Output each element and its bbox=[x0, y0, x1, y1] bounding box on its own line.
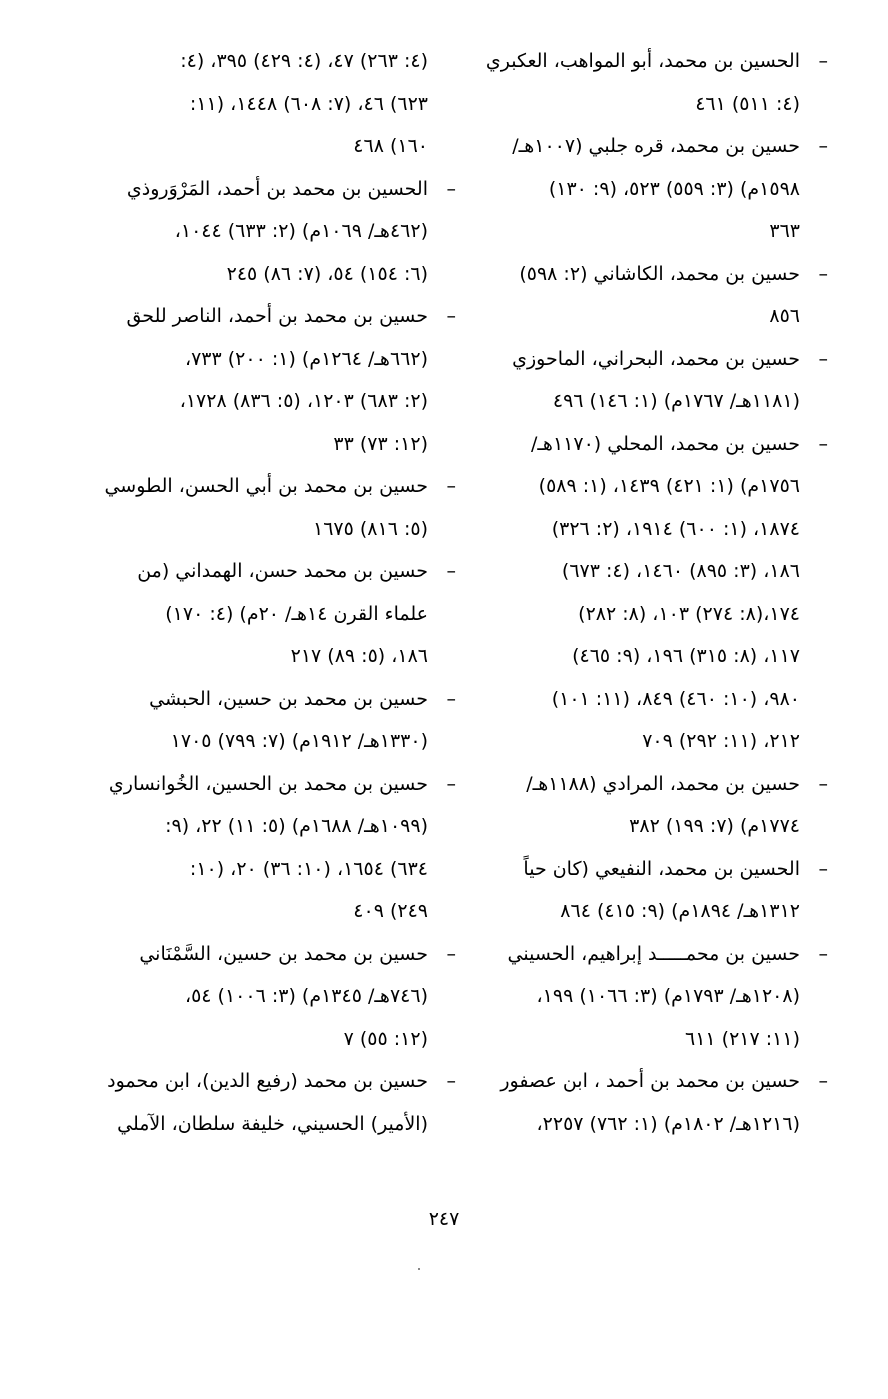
entry-dash: – bbox=[818, 942, 828, 965]
entry-reference-line: ١٧٤،(٨: ٢٧٤) ١٠٣، (٨: ٢٨٢) bbox=[578, 602, 800, 625]
entry-heading-line: الحسين بن محمد بن أحمد، المَرْوَروذي bbox=[126, 177, 428, 200]
entry-dash: – bbox=[446, 475, 456, 497]
index-entry bbox=[80, 678, 456, 763]
index-entry bbox=[455, 40, 828, 125]
entry-reference-line: (١٠٩٩هـ/ ١٦٨٨م) (٥: ١١) ٢٢، (٩: bbox=[165, 815, 428, 837]
entry-reference-line: (٤: ٥١١) ٤٦١ bbox=[695, 92, 800, 115]
entry-reference-line: ١٧٧٤م) (٧: ١٩٩) ٣٨٢ bbox=[629, 815, 800, 837]
index-column-right bbox=[455, 40, 828, 1145]
index-entry bbox=[455, 423, 828, 763]
index-column-left bbox=[80, 40, 456, 1145]
entry-heading-line: حسين بن محمد بن الحسين، الخُوانساري bbox=[108, 772, 428, 795]
entry-heading-line: حسين بن محمد بن أحمد، الناصر للحق bbox=[126, 305, 428, 327]
entry-reference-line: (الأمير) الحسيني، خليفة سلطان، الآملي bbox=[117, 1112, 428, 1135]
entry-heading-line: حسين بن محمد، المحلي (١١٧٠هـ/ bbox=[530, 432, 800, 455]
entry-reference-line: ١٨٦، (٥: ٨٩) ٢١٧ bbox=[290, 645, 428, 667]
entry-reference-line: ١٣١٢هـ/ ١٨٩٤م) (٩: ٤١٥) ٨٦٤ bbox=[560, 900, 800, 922]
entry-dash: – bbox=[818, 772, 828, 795]
entry-reference-line: (٢: ٦٨٣) ١٢٠٣، (٥: ٨٣٦) ١٧٢٨، bbox=[179, 390, 428, 412]
index-entry bbox=[80, 168, 456, 296]
entry-reference-line: ١٥٩٨م) (٣: ٥٥٩) ٥٢٣، (٩: ١٣٠) bbox=[548, 177, 800, 200]
entry-heading-line: حسين بن محمـــــد إبراهيم، الحسيني bbox=[507, 942, 800, 965]
index-entry bbox=[80, 550, 456, 678]
index-entry bbox=[80, 465, 456, 550]
entry-dash: – bbox=[446, 687, 456, 710]
entry-reference-line: ٣٦٣ bbox=[769, 220, 800, 242]
entry-dash: – bbox=[818, 857, 828, 880]
entry-reference-line: (٦: ١٥٤) ٥٤، (٧: ٨٦) ٢٤٥ bbox=[226, 262, 428, 285]
entry-reference-line: ٨٥٦ bbox=[769, 305, 800, 327]
entry-heading-line: حسين بن محمد، المرادي (١١٨٨هـ/ bbox=[526, 772, 800, 795]
entry-reference-line: ٩٨٠، (١٠: ٤٦٠) ٨٤٩، (١١: ١٠١) bbox=[551, 687, 800, 710]
entry-heading-line: حسين بن محمد، البحراني، الماحوزي bbox=[512, 347, 800, 370]
entry-heading-line: (٤: ٢٦٣) ٤٧، (٤: ٤٢٩) ٣٩٥، (٤: bbox=[180, 50, 428, 72]
entry-dash: – bbox=[818, 1070, 828, 1092]
entry-heading-line: حسين بن محمد، الكاشاني (٢: ٥٩٨) bbox=[519, 262, 800, 285]
entry-dash: – bbox=[818, 432, 828, 455]
page-number: ٢٤٧ bbox=[428, 1208, 460, 1230]
entry-dash: – bbox=[446, 772, 456, 795]
index-entry bbox=[80, 763, 456, 933]
entry-reference-line: (١٢: ٧٣) ٣٣ bbox=[333, 432, 428, 455]
entry-reference-line: (٧٤٦هـ/ ١٣٤٥م) (٣: ١٠٠٦) ٥٤، bbox=[184, 985, 428, 1007]
entry-reference-line: (١١٨١هـ/ ١٧٦٧م) (١: ١٤٦) ٤٩٦ bbox=[552, 390, 800, 412]
entry-reference-line: ١٦٠) ٤٦٨ bbox=[353, 135, 428, 157]
entry-dash: – bbox=[446, 1070, 456, 1092]
index-entry bbox=[80, 295, 456, 465]
entry-dash: – bbox=[446, 305, 456, 327]
entry-reference-line: ١٨٧٤، (١: ٦٠٠) ١٩١٤، (٢: ٣٢٦) bbox=[551, 517, 800, 540]
entry-heading-line: حسين بن محمد، قره جلبي (١٠٠٧هـ/ bbox=[512, 135, 800, 157]
entry-heading-line: حسين بن محمد حسن، الهمداني (من bbox=[137, 560, 428, 582]
entry-heading-line: حسين بن محمد بن حسين، السَّمْنَاني bbox=[139, 942, 428, 965]
index-entry bbox=[80, 40, 428, 168]
entry-heading-line: الحسين بن محمد، أبو المواهب، العكبري bbox=[485, 50, 800, 72]
entry-heading-line: حسين بن محمد بن حسين، الحبشي bbox=[149, 687, 428, 710]
entry-reference-line: ٦٢٣) ٤٦، (٧: ٦٠٨) ١٤٤٨، (١١: bbox=[189, 92, 428, 115]
entry-reference-line: (١٢: ٥٥) ٧ bbox=[343, 1027, 428, 1050]
entry-reference-line: (١٢١٦هـ/ ١٨٠٢م) (١: ٧٦٢) ٢٢٥٧، bbox=[536, 1112, 800, 1135]
entry-reference-line: (١٣٣٠هـ/ ١٩١٢م) (٧: ٧٩٩) ١٧٠٥ bbox=[170, 730, 428, 752]
index-entry bbox=[455, 848, 828, 933]
entry-reference-line: ٢٤٩) ٤٠٩ bbox=[353, 900, 428, 922]
index-entry bbox=[455, 253, 828, 338]
entry-reference-line: (٤٦٢هـ/ ١٠٦٩م) (٢: ٦٣٣) ١٠٤٤، bbox=[174, 220, 428, 242]
entry-dash: – bbox=[446, 177, 456, 200]
entry-reference-line: ١١٧، (٨: ٣١٥) ١٩٦، (٩: ٤٦٥) bbox=[572, 645, 800, 667]
entry-heading-line: الحسين بن محمد، النفيعي (كان حياً bbox=[523, 857, 800, 880]
entry-reference-line: (٦٦٢هـ/ ١٢٦٤م) (١: ٢٠٠) ٧٣٣، bbox=[184, 347, 428, 370]
entry-dash: – bbox=[818, 262, 828, 285]
entry-reference-line: ٢١٢، (١١: ٢٩٢) ٧٠٩ bbox=[642, 730, 800, 752]
entry-dash: – bbox=[446, 560, 456, 582]
index-entry bbox=[455, 125, 828, 253]
index-entry bbox=[455, 763, 828, 848]
entry-reference-line: ١٧٥٦م) (١: ٤٢١) ١٤٣٩، (١: ٥٨٩) bbox=[538, 475, 800, 497]
index-entry bbox=[80, 933, 456, 1061]
entry-dash: – bbox=[446, 942, 456, 965]
index-entry bbox=[80, 1060, 456, 1145]
entry-heading-line: حسين بن محمد بن أبي الحسن، الطوسي bbox=[104, 475, 428, 497]
entry-reference-line: ١٨٦، (٣: ٨٩٥) ١٤٦٠، (٤: ٦٧٣) bbox=[561, 560, 800, 582]
index-entry bbox=[455, 338, 828, 423]
entry-dash: – bbox=[818, 347, 828, 370]
entry-reference-line: ٦٣٤) ١٦٥٤، (١٠: ٣٦) ٢٠، (١٠: bbox=[189, 857, 428, 880]
entry-reference-line: (١٢٠٨هـ/ ١٧٩٣م) (٣: ١٠٦٦) ١٩٩، bbox=[536, 985, 800, 1007]
entry-reference-line: علماء القرن ١٤هـ/ ٢٠م) (٤: ١٧٠) bbox=[165, 602, 428, 625]
index-entry bbox=[455, 933, 828, 1061]
entry-dash: – bbox=[818, 135, 828, 157]
scan-speck bbox=[418, 1268, 420, 1270]
entry-heading-line: حسين بن محمد (رفيع الدين)، ابن محمود bbox=[107, 1070, 428, 1092]
entry-dash: – bbox=[818, 50, 828, 72]
entry-reference-line: (٥: ٨١٦) ١٦٧٥ bbox=[313, 517, 428, 540]
index-entry bbox=[455, 1060, 828, 1145]
entry-heading-line: حسين بن محمد بن أحمد ، ابن عصفور bbox=[500, 1070, 800, 1092]
entry-reference-line: (١١: ٢١٧) ٦١١ bbox=[685, 1027, 800, 1050]
